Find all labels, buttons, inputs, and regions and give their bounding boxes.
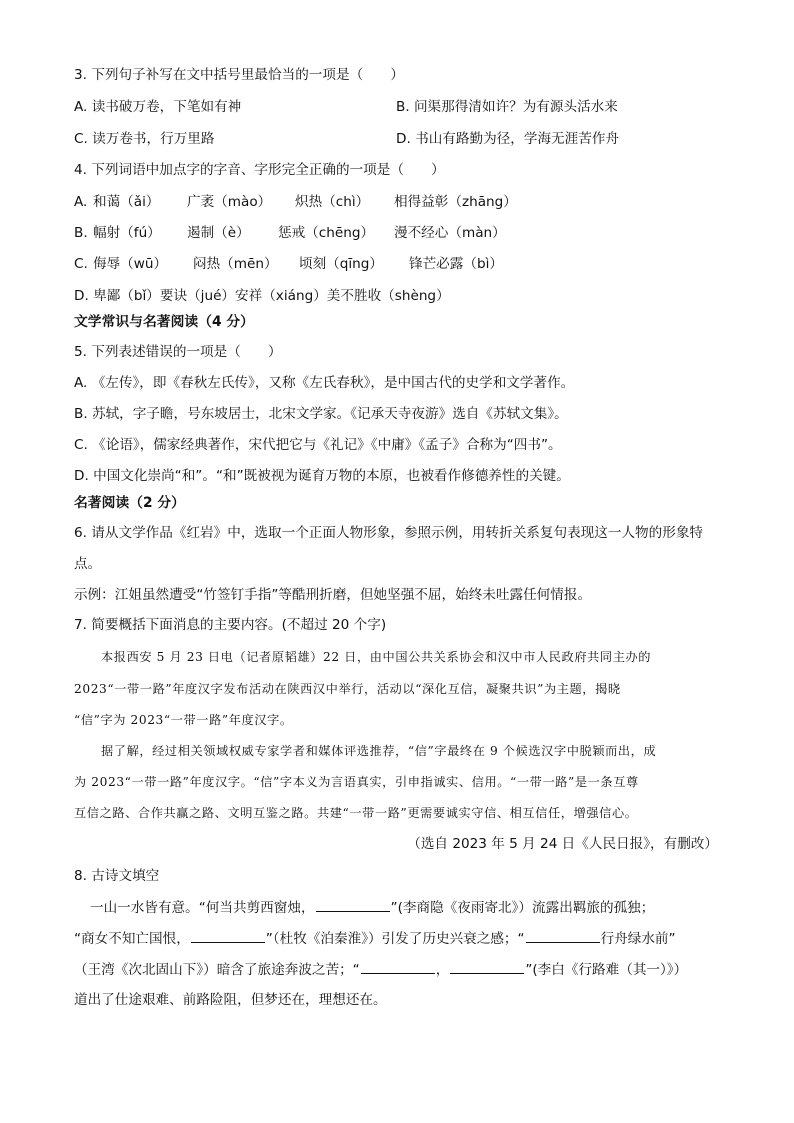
q5-option-c: C. 《论语》，儒家经典著作，宋代把它与《礼记》《中庸》《孟子》合称为“四书”。	[74, 437, 562, 453]
q4-option-c-word3: 顷刻（qīng）	[299, 256, 384, 272]
news-paragraph1-line3: “信”字为 2023“一带一路”年度汉字。	[74, 713, 293, 727]
answer-blank-4[interactable]	[361, 960, 435, 974]
q8-line2	[74, 929, 676, 948]
q4-option-b-word4: 漫不经心（màn）	[394, 225, 506, 241]
answer-blank-3[interactable]	[526, 929, 600, 943]
q6-stem-line2: 点。	[74, 556, 102, 572]
q8-line2-text-a: “商女不知亡国恨，	[74, 931, 190, 947]
q8-line1-text-a: 一山一水皆有意。“何当共剪西窗烛，	[90, 900, 315, 916]
news-paragraph2-line3: 互信之路、合作共赢之路、文明互鉴之路。共建“一带一路”更需要诚实守信、相互信任，增强信心。	[74, 806, 638, 820]
q4-option-b-word2: 遏制（è）	[187, 225, 250, 241]
q3-option-b: B. 问渠那得清如许？为有源头活水来	[396, 99, 618, 115]
q4-option-a-label: A.	[74, 194, 88, 210]
q4-option-c-word1: 侮辱（wū）	[93, 256, 168, 272]
news-paragraph1-line1: 本报西安 5 月 23 日电（记者原韬雄）22 日，由中国公共关系协会和汉中市人民政府共同主办的	[101, 650, 652, 664]
q4-option-a-word2: 广袤（mào）	[187, 194, 272, 210]
q8-stem: 8. 古诗文填空	[74, 868, 160, 884]
q6-example: 示例：江姐虽然遭受“竹签钉手指”等酷刑折磨，但她坚强不屈，始终未吐露任何情报。	[74, 587, 592, 603]
q8-line4: 道出了仕途艰难、前路险阻，但梦还在，理想还在。	[74, 992, 387, 1008]
q5-option-a: A. 《左传》，即《春秋左氏传》，又称《左氏春秋》，是中国古代的史学和文学著作。	[74, 375, 575, 391]
q5-option-b: B. 苏轼，字子瞻，号东坡居士，北宋文学家。《记承天寺夜游》选自《苏轼文集》。	[74, 406, 568, 422]
q4-option-b-word3: 惩戒（chēng）	[278, 225, 375, 241]
q4-option-a-word1: 和蔼（ǎi）	[93, 194, 160, 210]
q3-option-d: D. 书山有路勤为径，学海无涯苦作舟	[396, 131, 620, 147]
q5-option-d: D. 中国文化崇尚“和”。“和”既被视为诞育万物的本原，也被看作修德养性的关键。	[74, 468, 570, 484]
q8-line1-text-b: ”(李商隐《夜雨寄北》）流露出羁旅的孤独；	[390, 900, 655, 916]
q4-option-c-word4: 锋芒必露（bì）	[409, 256, 503, 272]
q7-stem: 7. 简要概括下面消息的主要内容。(不超过 20 个字)	[74, 617, 387, 633]
q4-option-a-word3: 炽热（chì）	[295, 194, 370, 210]
q4-stem: 4. 下列词语中加点字的字音、字形完全正确的一项是（ ）	[74, 162, 445, 178]
news-paragraph1-line2: 2023“一带一路”年度汉字发布活动在陕西汉中举行，活动以“深化互信，凝聚共识”为主题，揭晓	[74, 682, 621, 696]
q4-option-d: D. 卑鄙（bǐ）要诀（jué）安祥（xiáng）美不胜收（shèng）	[74, 288, 450, 304]
q8-line2-text-b: ”（杜牧《泊秦淮》）引发了历史兴衰之感；“	[265, 931, 525, 947]
q4-option-b-word1: 幅射（fú）	[93, 225, 161, 241]
answer-blank-2[interactable]	[191, 929, 265, 943]
section-heading-literature: 文学常识与名著阅读（4 分）	[74, 314, 254, 330]
q8-line3-text-c: ”(李白《行路难（其一）》）	[525, 962, 688, 978]
q4-option-c-word2: 闷热（mēn）	[193, 256, 278, 272]
q8-line3-text-b: ，	[435, 962, 450, 978]
news-paragraph2-line1: 据了解，经过相关领域权威专家学者和媒体评选推荐，“信”字最终在 9 个候选汉字中脱颖而出，成	[101, 744, 657, 758]
q4-option-c-label: C.	[74, 256, 88, 272]
news-paragraph2-line2: 为 2023“一带一路”年度汉字。“信”字本义为言语真实，引申指诚实、信用。“一带一路”是一条互尊	[74, 775, 639, 789]
q3-option-c: C. 读万卷书，行万里路	[74, 131, 215, 147]
q8-line2-text-c: 行舟绿水前”	[600, 931, 676, 947]
q6-stem-line1: 6. 请从文学作品《红岩》中，选取一个正面人物形象，参照示例，用转折关系复句表现这一人物的形象特	[74, 525, 704, 541]
q8-line3	[74, 960, 687, 979]
q5-stem: 5. 下列表述错误的一项是（ ）	[74, 344, 282, 360]
q8-line1	[90, 898, 654, 917]
news-source: （选自 2023 年 5 月 24 日《人民日报》，有删改）	[407, 836, 718, 852]
section-heading-classics: 名著阅读（2 分）	[74, 495, 185, 511]
answer-blank-1[interactable]	[316, 898, 390, 912]
q3-option-a: A. 读书破万卷，下笔如有神	[74, 99, 242, 115]
q3-stem: 3. 下列句子补写在文中括号里最恰当的一项是（ ）	[74, 67, 404, 83]
q4-option-a-word4: 相得益彰（zhāng）	[394, 194, 517, 210]
q8-line3-text-a: （王湾《次北固山下》）暗含了旅途奔波之苦；“	[74, 962, 360, 978]
answer-blank-5[interactable]	[450, 960, 524, 974]
q4-option-b-label: B.	[74, 225, 88, 241]
